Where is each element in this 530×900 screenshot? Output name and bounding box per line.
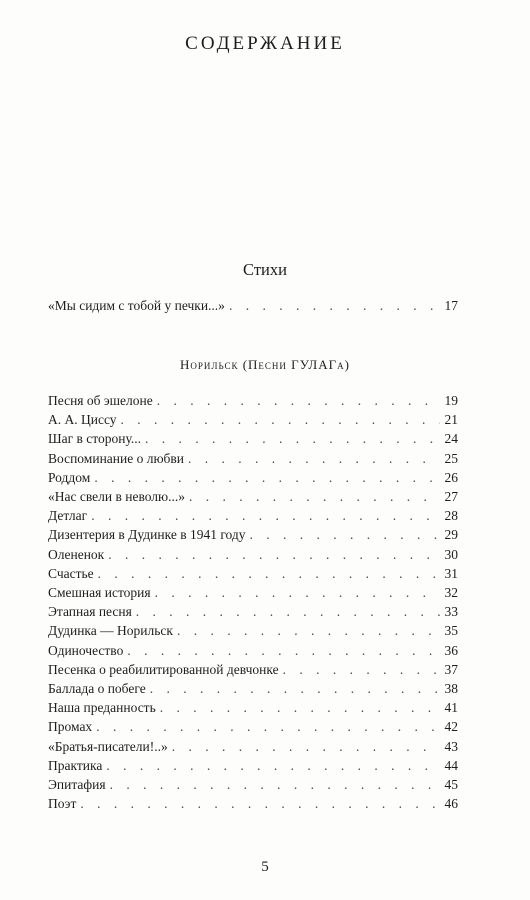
toc-entry-page: 26: [444, 469, 458, 485]
toc-entry-page: 42: [444, 719, 458, 735]
toc-entry-page: 41: [444, 700, 458, 716]
toc-entry-title: Баллада о побеге: [48, 681, 146, 696]
toc-entry-page: 36: [444, 642, 458, 658]
dot-leader: [91, 508, 440, 524]
toc-entry[interactable]: [48, 758, 458, 777]
dot-leader: [160, 700, 440, 716]
toc-entry[interactable]: [48, 777, 458, 796]
dot-leader: [145, 431, 440, 447]
dot-leader: [157, 393, 440, 409]
dot-leader: [121, 412, 440, 428]
cycle-title: Норильск (Песни ГУЛАГа): [180, 357, 350, 372]
dot-leader: [189, 489, 440, 505]
dot-leader: [172, 739, 440, 755]
toc-entry-page: 17: [444, 298, 458, 313]
toc-entry-page: 35: [444, 623, 458, 639]
toc-entry-page: 25: [444, 450, 458, 466]
toc-entry[interactable]: [48, 643, 458, 662]
dot-leader: [188, 451, 440, 467]
toc-entry[interactable]: [48, 508, 458, 527]
toc-entry-intro[interactable]: [48, 298, 458, 317]
dot-leader: [229, 298, 440, 314]
toc-entry-page: 31: [444, 565, 458, 581]
toc-entry-page: 33: [444, 604, 458, 620]
toc-entry[interactable]: [48, 393, 458, 412]
toc-entry-title: Дизентерия в Дудинке в 1941 году: [48, 527, 246, 543]
toc-entry[interactable]: [48, 796, 458, 815]
toc-entry[interactable]: [48, 470, 458, 489]
section-title: Стихи: [243, 260, 287, 279]
dot-leader: [150, 681, 440, 697]
toc-entry-title: Одиночество: [48, 642, 124, 658]
toc-entry-title: Практика: [48, 757, 103, 773]
toc-entry[interactable]: [48, 681, 458, 700]
toc-entry-title: Этапная песня: [48, 604, 132, 620]
dot-leader: [250, 527, 440, 543]
toc-entry-page: 24: [444, 431, 458, 447]
toc-entry[interactable]: [48, 451, 458, 470]
toc-entry-title: Наша преданность: [48, 700, 156, 716]
toc-entry[interactable]: [48, 566, 458, 585]
dot-leader: [80, 796, 440, 812]
toc-entry-title: Счастье: [48, 565, 94, 581]
toc-entry-page: 21: [444, 412, 458, 428]
toc-entry[interactable]: [48, 604, 458, 623]
toc-entry-title: «Мы сидим с тобой у печки...»: [48, 298, 225, 313]
dot-leader: [96, 719, 440, 735]
dot-leader: [106, 758, 440, 774]
toc-entry-page: 43: [444, 738, 458, 754]
toc-entry[interactable]: [48, 662, 458, 681]
toc-entry-page: 19: [444, 393, 458, 408]
dot-leader: [127, 643, 440, 659]
toc-entry-page: 38: [444, 681, 458, 696]
toc-entry-title: Промах: [48, 719, 93, 735]
toc-entry-title: Песня об эшелоне: [48, 393, 153, 408]
toc-entry-title: Поэт: [48, 796, 77, 812]
toc-entry-title: Олененок: [48, 546, 105, 562]
dot-leader: [155, 585, 440, 601]
toc-entry-title: Смешная история: [48, 585, 151, 600]
toc-entry[interactable]: [48, 412, 458, 431]
toc-entry-title: Дудинка — Норильск: [48, 623, 173, 639]
toc-entry[interactable]: [48, 739, 458, 758]
toc-entry-title: Воспоминание о любви: [48, 450, 185, 466]
toc-entry-page: 27: [444, 489, 458, 504]
toc-entry-page: 45: [444, 777, 458, 792]
toc-entry-page: 29: [444, 527, 458, 543]
page-title: СОДЕРЖАНИЕ: [185, 33, 345, 54]
toc-entry[interactable]: [48, 527, 458, 546]
toc-entry-title: А. А. Циссу: [48, 412, 117, 428]
toc-entry-page: 44: [444, 757, 458, 773]
toc-entry-title: Песенка о реабилитированной девчонке: [48, 661, 279, 677]
toc-entry[interactable]: [48, 719, 458, 738]
toc-entry-page: 37: [444, 661, 458, 677]
toc-entry-page: 32: [444, 585, 458, 600]
dot-leader: [94, 470, 440, 486]
toc-entry-title: «Братья-писатели!..»: [48, 738, 168, 754]
page-number: 5: [261, 859, 269, 875]
toc-entry-title: Шаг в сторону...: [48, 431, 141, 447]
toc-entry[interactable]: [48, 547, 458, 566]
toc-entry[interactable]: [48, 585, 458, 604]
toc-entry-title: «Нас свели в неволю...»: [48, 489, 185, 504]
toc-entry-title: Роддом: [48, 469, 91, 485]
toc-entry[interactable]: [48, 700, 458, 719]
toc-entry-page: 46: [444, 796, 458, 812]
dot-leader: [110, 777, 440, 793]
toc-entry-page: 30: [444, 546, 458, 562]
toc-entry-title: Детлаг: [48, 508, 88, 524]
toc-entry-title: Эпитафия: [48, 777, 106, 792]
dot-leader: [136, 604, 440, 620]
dot-leader: [108, 547, 440, 563]
dot-leader: [177, 623, 440, 639]
toc-entry[interactable]: [48, 623, 458, 642]
dot-leader: [283, 662, 440, 678]
toc-entry[interactable]: [48, 489, 458, 508]
toc-entry-page: 28: [444, 508, 458, 524]
dot-leader: [98, 566, 440, 582]
toc-entry[interactable]: [48, 431, 458, 450]
